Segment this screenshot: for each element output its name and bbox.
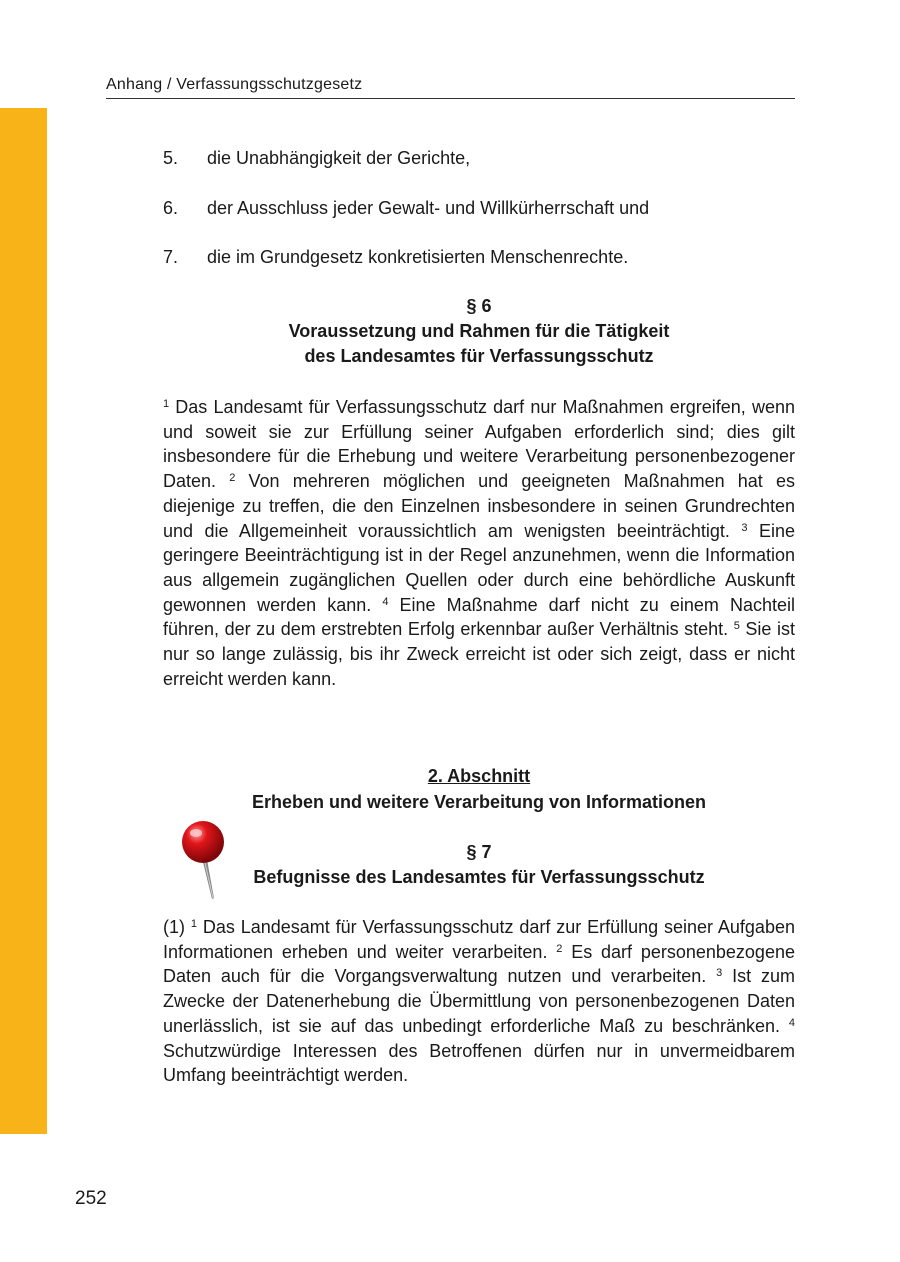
page-number: 252 <box>75 1188 107 1209</box>
sentence: Es darf personenbezogene Daten auch für die Vorgangsverwaltung nutzen und verarbeiten. <box>163 941 795 987</box>
sentence-number: 1 <box>190 918 197 930</box>
sentence: Von mehreren möglichen und geeigneten Maßnahmen hat es diejenige zu treffen, die den Einzelnen insbesondere in seinen Grundrechten und die Allgemeinheit voraussichtlich am wenigsten beeinträchtigt. <box>163 471 795 541</box>
chapter-2-number: 2. Abschnitt <box>427 766 531 786</box>
sentence: Ist zum Zwecke der Datenerhebung die Übermittlung von personenbezogenen Daten unerlässlich, ist sie auf das unbedingt erforderliche Maß zu beschränken. <box>163 966 795 1036</box>
list-text: der Ausschluss jeder Gewalt- und Willkürherrschaft und <box>207 198 650 218</box>
list-text: die Unabhängigkeit der Gerichte, <box>207 148 471 168</box>
list-text: die im Grundgesetz konkretisierten Menschenrechte. <box>207 247 629 267</box>
yellow-margin-bar <box>0 108 47 1134</box>
paragraph-label: (1) <box>163 917 185 937</box>
sentence: Eine geringere Beeinträchtigung ist in der Regel anzunehmen, wenn die Information aus allgemein zugänglichen Quellen oder durch eine behördliche Auskunft gewonnen werden kann. <box>163 520 795 615</box>
section-7-paragraph <box>163 915 795 1088</box>
sentence: Sie ist nur so lange zulässig, bis ihr Zweck erreicht ist oder sich zeigt, dass er nicht erreicht werden kann. <box>163 619 795 689</box>
sentence-number: 3 <box>741 521 748 534</box>
section-6-paragraph <box>163 395 795 691</box>
sentence: Schutzwürdige Interessen des Betroffenen dürfen nur in unvermeidbarem Umfang beeinträchtigt werden. <box>163 1040 795 1086</box>
list-number: 7. <box>163 247 179 267</box>
sentence-number: 5 <box>733 620 740 633</box>
sentence: Eine Maßnahme darf nicht zu einem Nachteil führen, der zu dem erstrebten Erfolg erkennbar außer Verhältnis steht. <box>163 594 795 640</box>
section-7-number: § 7 <box>466 842 492 862</box>
section-6-title-line1: Voraussetzung und Rahmen für die Tätigkeit <box>288 321 670 341</box>
section-7-title: Befugnisse des Landesamtes für Verfassungsschutz <box>253 867 705 887</box>
chapter-2-title: Erheben und weitere Verarbeitung von Informationen <box>251 792 707 812</box>
sentence-number: 3 <box>716 967 723 980</box>
list-number: 6. <box>163 198 179 218</box>
list-number: 5. <box>163 148 179 168</box>
sentence-number: 4 <box>382 595 389 608</box>
sentence-number: 4 <box>788 1016 795 1029</box>
chapter-2-heading <box>163 766 795 787</box>
header-rule <box>106 98 795 99</box>
section-6-title-line2: des Landesamtes für Verfassungsschutz <box>304 346 654 366</box>
section-6-number: § 6 <box>466 296 492 316</box>
sentence-number: 2 <box>556 942 563 955</box>
sentence-number: 1 <box>163 398 170 410</box>
running-header: Anhang / Verfassungsschutzgesetz <box>106 76 363 93</box>
sentence: Das Landesamt für Verfassungsschutz darf nur Maßnahmen ergreifen, wenn und soweit sie zur Erfüllung seiner Aufgaben erforderlich sind; dies gilt insbesondere für die Erhebung und weitere Verarbeitung personenbezogener Daten. <box>163 397 795 492</box>
sentence-number: 2 <box>229 472 236 485</box>
sentence: Das Landesamt für Verfassungsschutz darf zur Erfüllung seiner Aufgaben Informationen erheben und weiter verarbeiten. <box>163 917 795 962</box>
